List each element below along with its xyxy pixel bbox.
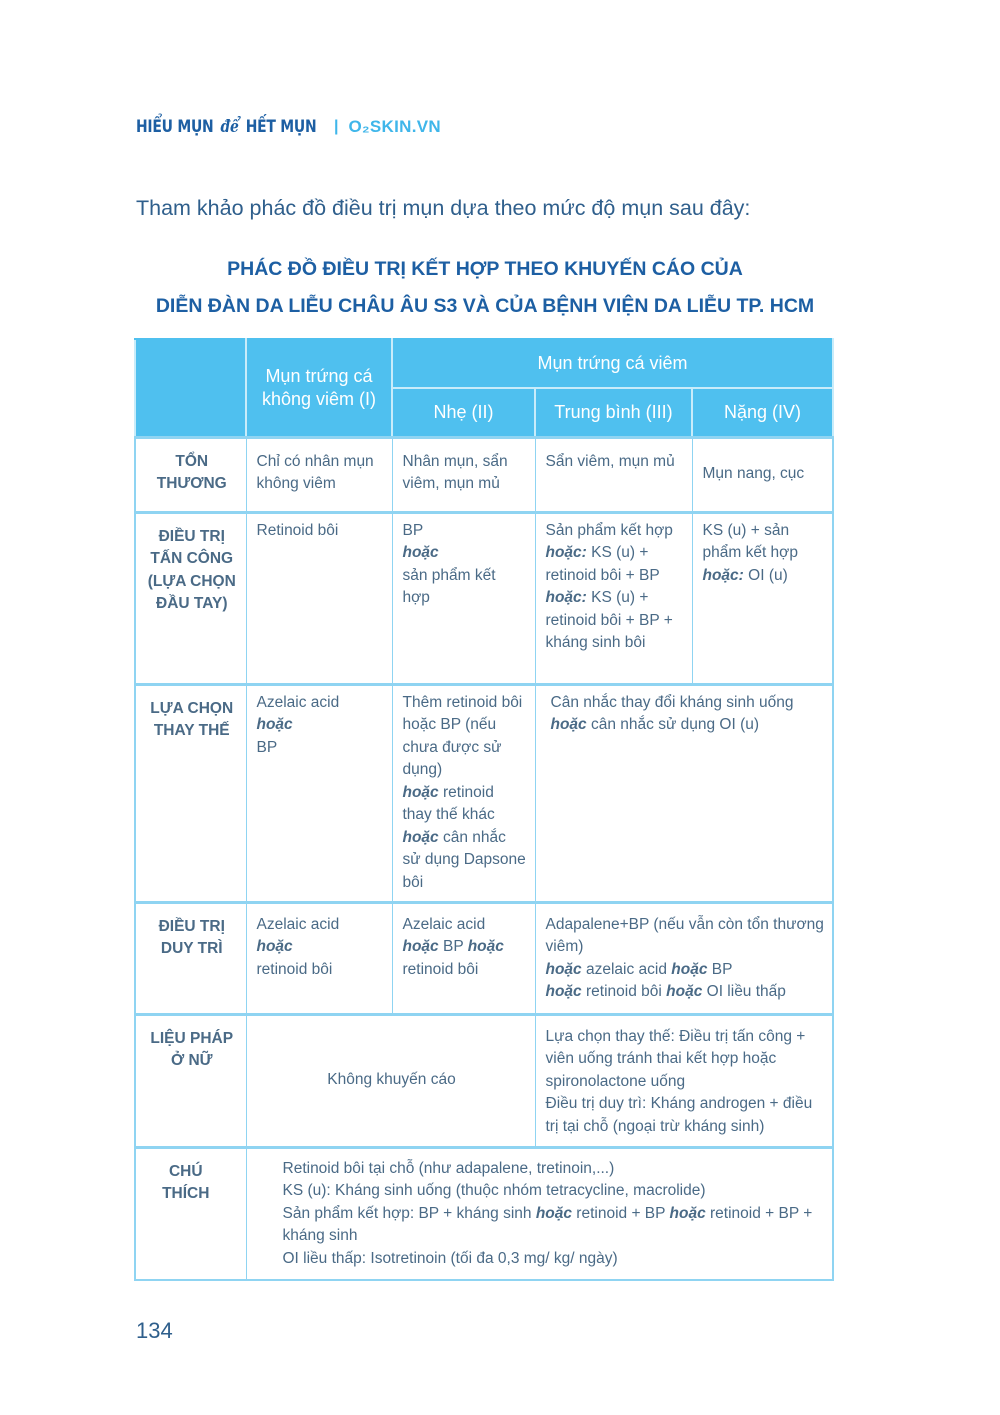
cell-female-noninflammatory-mild: Không khuyến cáo [246,1014,535,1147]
cell-text: hoặc: KS (u) + retinoid bôi + BP [545,544,660,584]
cell-text: hoặc cân nhắc sử dụng Dapsone bôi [402,828,526,891]
header-moderate: Trung bình (III) [535,388,692,437]
note-line: Retinoid bôi tại chỗ (như adapalene, tretinoin,...) [282,1159,615,1177]
or-word: hoặc [550,716,587,733]
row-head-first-line: ĐIỀU TRỊ TẤN CÔNG (LỰA CHỌN ĐẦU TAY) [135,512,246,684]
cell-female-moderate-severe: Lựa chọn thay thế: Điều trị tấn công + viên uống tránh thai kết hợp hoặc spironolactone uống Điều trị duy trì: Kháng androgen + điều trị tại chỗ (ngoại trừ kháng sinh) [535,1014,833,1147]
cell-maintenance-noninflammatory [246,902,392,1014]
cell-text: KS (u) + sản phẩm kết hợp [702,521,798,561]
note-line: KS (u): Kháng sinh uống (thuộc nhóm tetracycline, macrolide) [282,1182,706,1199]
row-head-notes: CHÚ THÍCH [135,1147,246,1280]
cell-first-line-severe [692,512,833,684]
table-row [135,1014,833,1147]
header-separator: | [334,118,339,135]
table-title-line-1: PHÁC ĐỒ ĐIỀU TRỊ KẾT HỢP THEO KHUYẾN CÁO CỦA [227,258,743,280]
cell-text: retinoid bôi [256,960,333,978]
note-line: Sản phẩm kết hợp: BP + kháng sinh hoặc retinoid + BP hoặc retinoid + BP + kháng sinh [282,1204,813,1244]
or-word: hoặc: [545,589,587,606]
header-mild: Nhẹ (II) [392,388,535,437]
cell-text: Sản phẩm kết hợp [545,521,673,539]
cell-maintenance-mild [392,902,535,1014]
or-word: hoặc [669,1204,706,1222]
table-row [135,437,833,512]
cell-text: hoặc azelaic acid hoặc BP [545,960,733,978]
row-head-maintenance: ĐIỀU TRỊ DUY TRÌ [135,902,246,1014]
cell-first-line-noninflammatory: Retinoid bôi [246,512,392,684]
intro-text: Tham khảo phác đồ điều trị mụn dựa theo mức độ mụn sau đây: [136,196,751,220]
cell-text: hoặc: OI (u) [702,566,788,584]
table-row [135,1147,833,1280]
or-word: hoặc [402,783,439,801]
cell-text: Adapalene+BP (nếu vẫn còn tổn thương viêm) [545,915,824,955]
cell-maintenance-moderate-severe [535,902,833,1014]
or-word: hoặc [402,828,439,846]
header-inflammatory: Mụn trứng cá viêm [392,339,833,388]
cell-text: retinoid bôi [402,960,479,978]
cell-text: Azelaic acid [256,915,340,933]
cell-text: hoặc retinoid bôi hoặc OI liều thấp [545,983,786,1000]
cell-first-line-moderate [535,512,692,684]
or-word: hoặc [671,960,708,978]
note-line: OI liều thấp: Isotretinoin (tối đa 0,3 mg/ kg/ ngày) [282,1249,618,1267]
cell-first-line-mild [392,512,535,684]
corner-cell [135,339,246,437]
table-title-line-2: DIỄN ĐÀN DA LIỄU CHÂU ÂU S3 VÀ CỦA BỆNH VIỆN DA LIỄU TP. HCM [155,295,815,317]
header-noninflammatory: Mụn trứng cá không viêm (I) [246,339,392,437]
cell-notes [246,1147,833,1280]
treatment-table [134,338,834,1281]
cell-alternative-moderate-severe [535,684,833,902]
site-name: O₂SKIN.VN [348,117,441,136]
cell-alternative-mild [392,684,535,902]
or-word: hoặc [256,938,293,955]
or-word: hoặc [545,960,582,978]
cell-text: BP [256,738,278,756]
or-word: hoặc [402,938,439,955]
row-head-lesion: TỔN THƯƠNG [135,437,246,512]
cell-lesion-moderate: Sẩn viêm, mụn mủ [535,437,692,512]
cell-text: Thêm retinoid bôi hoặc BP (nếu chưa được sử dụng) [402,693,523,778]
or-word: hoặc: [545,544,587,561]
or-word: hoặc [535,1204,572,1222]
cell-text: hoặc retinoid thay thế khác [402,783,495,823]
cell-alternative-noninflammatory [246,684,392,902]
or-word: hoặc [256,716,293,733]
or-word: hoặc: [702,566,744,584]
cell-lesion-mild: Nhân mụn, sẩn viêm, mụn mủ [392,437,535,512]
cell-text: hoặc cân nhắc sử dụng OI (u) [550,716,760,733]
or-word: hoặc [402,544,439,561]
table-row [135,684,833,902]
cell-text: Azelaic acid [402,915,486,933]
brand-title: HIỂU MỤN để HẾT MỤN [136,117,317,137]
cell-text: Azelaic acid [256,693,340,711]
cell-text: Cân nhắc thay đổi kháng sinh uống [550,693,794,711]
row-head-alternative: LỰA CHỌN THAY THẾ [135,684,246,902]
page-number: 134 [136,1318,173,1343]
cell-lesion-severe: Mụn nang, cục [692,437,833,512]
or-word: hoặc [467,938,504,955]
header-severe: Nặng (IV) [692,388,833,437]
or-word: hoặc [545,983,582,1000]
cell-lesion-noninflammatory: Chỉ có nhân mụn không viêm [246,437,392,512]
or-word: hoặc [666,983,703,1000]
running-header [136,112,441,142]
cell-text: BP [402,521,424,539]
row-head-female: LIỆU PHÁP Ở NỮ [135,1014,246,1147]
cell-text: sản phẩm kết hợp [402,566,496,606]
table-row [135,902,833,1014]
table-row [135,512,833,684]
cell-text: hoặc: KS (u) + retinoid bôi + BP + kháng sinh bôi [545,589,673,651]
cell-text: hoặc BP hoặc [402,938,504,955]
